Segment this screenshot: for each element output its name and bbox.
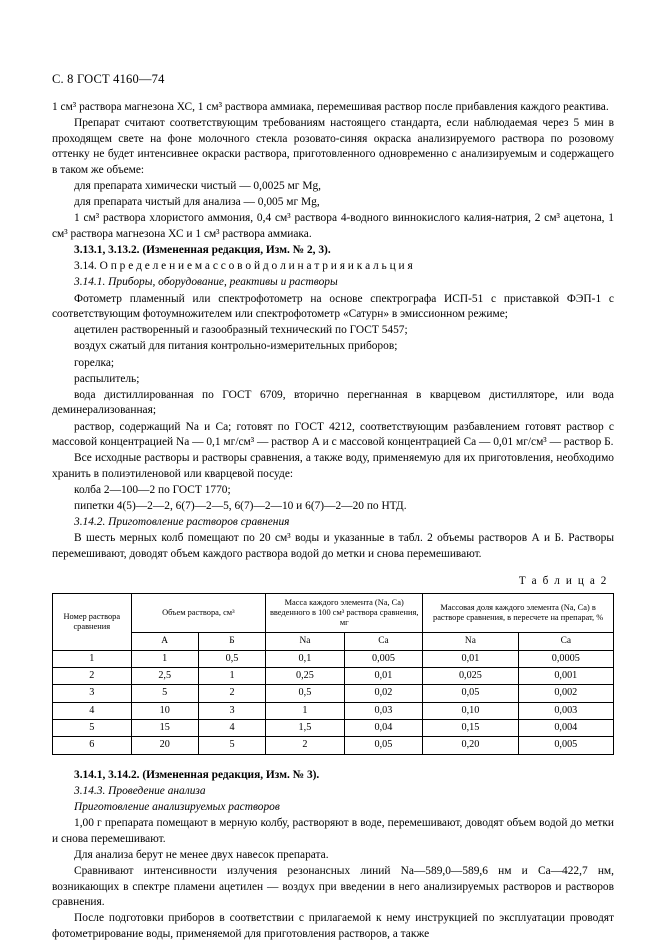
section-heading: 3.14. О п р е д е л е н и е м а с с о в о й д о л и н а т р и я и к а л ь ц и я — [74, 260, 413, 273]
table-cell: 5 — [131, 685, 198, 702]
page-header: С. 8 ГОСТ 4160—74 — [52, 72, 165, 86]
table-cell: 1 — [53, 650, 132, 667]
subsection-heading: Приготовление анализируемых растворов — [74, 800, 280, 813]
table-subheader-cell: А — [131, 632, 198, 650]
table-header-cell: Массовая доля каждого элемента (Na, Ca) в растворе сравнения, в пересчете на препарат, % — [423, 593, 614, 632]
paragraph: Все исходные растворы и растворы сравнения, а также воду, применяемую для их приготовления, необходимо хранить в полиэтиленовой или кварцевой посуде: — [52, 452, 614, 480]
document-body — [52, 100, 614, 943]
paragraph: горелка; — [74, 356, 115, 369]
table-cell: 0,004 — [518, 719, 613, 736]
table-cell: 2 — [53, 667, 132, 684]
paragraph: для препарата химически чистый — 0,0025 мг Mg, — [74, 180, 322, 193]
table-cell: 0,005 — [344, 650, 423, 667]
paragraph: 1 см³ раствора хлористого аммония, 0,4 см³ раствора 4-водного виннокислого калия-натрия, 2 см³ ацетона, 1 см³ раствора магнезона ХС и 1 см³ раствора аммиака. — [52, 212, 614, 240]
table-cell: 1 — [266, 702, 345, 719]
table-cell: 0,05 — [423, 685, 518, 702]
table-row — [53, 667, 614, 684]
table-header-cell: Объем раствора, см³ — [131, 593, 266, 632]
table-cell: 1 — [198, 667, 265, 684]
table-row — [53, 650, 614, 667]
table-cell: 15 — [131, 719, 198, 736]
table-header-cell: Номер раствора сравнения — [53, 593, 132, 650]
table-cell: 1,5 — [266, 719, 345, 736]
paragraph: После подготовки приборов в соответствии с прилагаемой к нему инструкцией по эксплуатации проводят фотометрирование воды, применяемой для приготовления растворов, а также — [52, 912, 614, 940]
paragraph: Для анализа берут не менее двух навесок препарата. — [74, 848, 329, 861]
paragraph: В шесть мерных колб помещают по 20 см³ воды и указанные в табл. 2 объемы растворов А и Б. Растворы перемешивают, доводят объем каждого раствора водой до метки и снова перемешивают. — [52, 532, 614, 560]
table-subheader-cell: Na — [423, 632, 518, 650]
paragraph: Сравнивают интенсивности излучения резонансных линий Na—589,0—589,6 нм и Ca—422,7 нм, возникающих в спектре пламени ацетилен — воздух при введении в него анализируемых растворов и растворов сравнения. — [52, 864, 614, 909]
table-cell: 2 — [266, 737, 345, 754]
table-header-cell: Масса каждого элемента (Na, Ca) введенного в 100 см³ раствора сравнения, мг — [266, 593, 423, 632]
table-cell: 0,02 — [344, 685, 423, 702]
table-cell: 0,15 — [423, 719, 518, 736]
table-cell: 4 — [53, 702, 132, 719]
table-cell: 5 — [198, 737, 265, 754]
table-cell: 6 — [53, 737, 132, 754]
table-cell: 3 — [53, 685, 132, 702]
table-cell: 0,003 — [518, 702, 613, 719]
table-cell: 0,20 — [423, 737, 518, 754]
table-cell: 0,001 — [518, 667, 613, 684]
paragraph: распылитель; — [74, 372, 140, 385]
table-cell: 4 — [198, 719, 265, 736]
table-cell: 0,01 — [344, 667, 423, 684]
comparison-solutions-table — [52, 593, 614, 755]
paragraph: для препарата чистый для анализа — 0,005 мг Mg, — [74, 196, 320, 209]
table-cell: 20 — [131, 737, 198, 754]
paragraph: колба 2—100—2 по ГОСТ 1770; — [74, 484, 231, 496]
table-row — [53, 737, 614, 754]
table-subheader-cell: Na — [266, 632, 345, 650]
paragraph: 1,00 г препарата помещают в мерную колбу, растворяют в воде, перемешивают, доводят объем водой до метки и снова перемешивают. — [52, 817, 614, 845]
table-cell: 0,5 — [266, 685, 345, 702]
paragraph: ацетилен растворенный и газообразный технический по ГОСТ 5457; — [74, 324, 408, 337]
table-cell: 0,10 — [423, 702, 518, 719]
table-cell: 10 — [131, 702, 198, 719]
table-cell: 5 — [53, 719, 132, 736]
revision-note: 3.13.1, 3.13.2. (Измененная редакция, Изм. № 2, 3). — [74, 244, 331, 257]
paragraph: вода дистиллированная по ГОСТ 6709, вторично перегнанная в кварцевом дистилляторе, или вода деминерализованная; — [52, 388, 614, 417]
revision-note: 3.14.1, 3.14.2. (Измененная редакция, Изм. № 3). — [74, 768, 320, 781]
paragraph: воздух сжатый для питания контрольно-измерительных приборов; — [74, 340, 398, 353]
paragraph: пипетки 4(5)—2—2, 6(7)—2—5, 6(7)—2—10 и 6(7)—2—20 по НТД. — [74, 500, 407, 513]
table-cell: 2 — [198, 685, 265, 702]
table-header-row — [53, 593, 614, 632]
table-cell: 3 — [198, 702, 265, 719]
subsection-heading: 3.14.3. Проведение анализа — [74, 784, 206, 797]
table-cell: 0,1 — [266, 650, 345, 667]
table-row — [53, 685, 614, 702]
table-cell: 0,0005 — [518, 650, 613, 667]
table-cell: 0,5 — [198, 650, 265, 667]
table-cell: 0,002 — [518, 685, 613, 702]
table-subheader-cell: Ca — [344, 632, 423, 650]
post-table-content — [52, 768, 614, 943]
table-cell: 0,05 — [344, 737, 423, 754]
table-body — [53, 650, 614, 754]
table-cell: 1 — [131, 650, 198, 667]
paragraph: раствор, содержащий Na и Ca; готовят по ГОСТ 4212, соответствующим разбавлением готовят раствор с массовой концентрацией Na — 0,1 мг/см³ — раствор А и с массовой концентрацией Ca — 0,01 мг/см³ — раствор Б. — [52, 420, 614, 449]
table-cell: 0,25 — [266, 667, 345, 684]
paragraph: Препарат считают соответствующим требованиям настоящего стандарта, если наблюдаемая через 5 мин в проходящем свете на фоне молочного стекла розовато-синяя окраска анализируемого раствора по розовому оттенку не будет интенсивнее окраски раствора, приготовленного одновременно с анализируемым и содержащего в таком же объеме: — [52, 117, 614, 176]
table-row — [53, 719, 614, 736]
table-row — [53, 702, 614, 719]
table-cell: 0,01 — [423, 650, 518, 667]
paragraph: 1 см³ раствора магнезона ХС, 1 см³ раствора аммиака, перемешивая раствор после прибавления каждого реактива. — [52, 101, 609, 113]
table-cell: 0,025 — [423, 667, 518, 684]
table-cell: 0,03 — [344, 702, 423, 719]
table-caption: Т а б л и ц а 2 — [518, 574, 608, 587]
table-cell: 0,005 — [518, 737, 613, 754]
paragraph: Фотометр пламенный или спектрофотометр на основе спектрографа ИСП-51 с приставкой ФЭП-1 с соответствующим фотоумножителем или спектрофотометр «Сатурн» в эмиссионном режиме; — [52, 292, 614, 321]
subsection-heading: 3.14.2. Приготовление растворов сравнения — [74, 516, 290, 529]
table-subheader-cell: Б — [198, 632, 265, 650]
table-cell: 0,04 — [344, 719, 423, 736]
subsection-heading: 3.14.1. Приборы, оборудование, реактивы и растворы — [74, 276, 338, 289]
table-cell: 2,5 — [131, 667, 198, 684]
table-subheader-cell: Ca — [518, 632, 613, 650]
table-subheader-row — [53, 632, 614, 650]
